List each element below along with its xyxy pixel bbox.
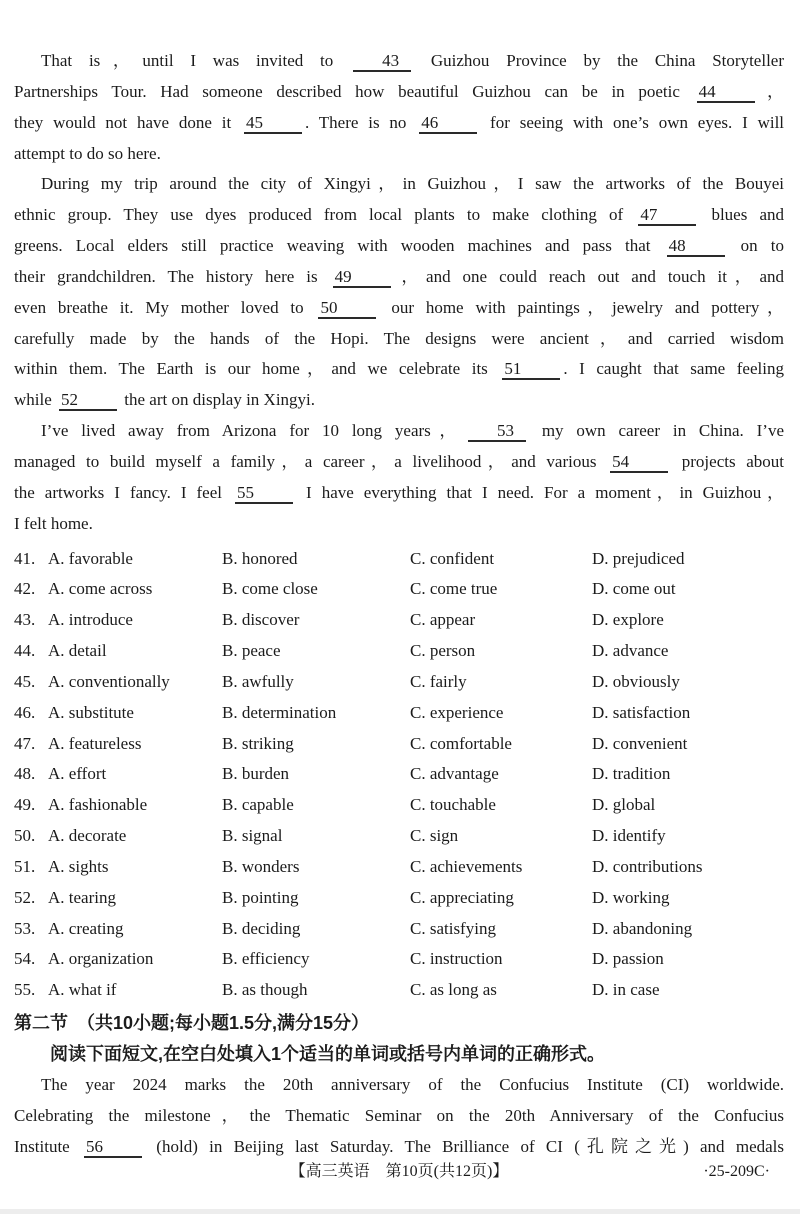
question-number: 42. [14, 579, 36, 599]
cloze-blank-55: 55 [235, 484, 293, 504]
option-c: C. sign [410, 826, 459, 846]
cloze-blank-50: 50 [318, 299, 376, 319]
passage-line: even breathe it. My mother loved to 50 our home with paintings，jewelry and pottery， [14, 297, 784, 317]
option-d: D. working [592, 887, 670, 907]
question-number: 43. [14, 610, 36, 630]
option-row [14, 883, 784, 914]
option-d: D. come out [592, 579, 676, 599]
cloze-blank-52: 52 [59, 391, 117, 411]
passage-line: I’ve lived away from Arizona for 10 long years， 53 my own career in China. I’ve [41, 421, 785, 441]
option-a: A. favorable [48, 548, 133, 568]
passage-line: Celebrating the milestone，the Thematic Seminar on the 20th Anniversary of the Confucius [14, 1105, 784, 1125]
option-c: C. person [410, 641, 476, 661]
passage-line: attempt to do so here. [14, 143, 161, 163]
option-a: A. organization [48, 949, 154, 969]
option-a: A. effort [48, 764, 107, 784]
cloze-blank-48: 48 [667, 237, 725, 257]
cloze-blank-54: 54 [610, 453, 668, 473]
cloze-blank-51: 51 [502, 360, 560, 380]
passage-line: Partnerships Tour. Had someone described how beautiful Guizhou can be in poetic 44 ， [14, 81, 785, 101]
section2-passage [14, 1070, 784, 1163]
option-c: C. as long as [410, 980, 497, 1000]
question-number: 52. [14, 887, 36, 907]
option-row [14, 574, 784, 605]
passage-line: the artworks I fancy. I feel 55 I have everything that I need. For a moment，in Guizhou， [14, 482, 784, 502]
option-row [14, 667, 784, 698]
options-table [14, 544, 784, 1007]
passage-line: they would not have done it 45 . There is no 46 for seeing with one’s own eyes. I will [14, 112, 785, 132]
option-d: D. abandoning [592, 918, 693, 938]
passage-line: The year 2024 marks the 20th anniversary of the Confucius Institute (CI) worldwide. [41, 1074, 784, 1094]
passage-line: greens. Local elders still practice weaving with wooden machines and pass that 48 on to [14, 236, 784, 256]
option-b: B. peace [222, 641, 281, 661]
section2-heading: 第二节 （共10小题;每小题1.5分,满分15分） [14, 1013, 370, 1034]
question-number: 50. [14, 826, 36, 846]
option-a: A. fashionable [48, 795, 148, 815]
passage-line: ethnic group. They use dyes produced from local plants to make clothing of 47 blues and [14, 205, 784, 225]
cloze-blank-43: 43 [353, 52, 411, 72]
option-b: B. burden [222, 764, 290, 784]
option-b: B. determination [222, 702, 337, 722]
option-d: D. advance [592, 641, 669, 661]
option-b: B. efficiency [222, 949, 310, 969]
footer-exam-code: ·25-209C· [703, 1163, 770, 1180]
question-number: 47. [14, 733, 36, 753]
question-number: 49. [14, 795, 36, 815]
option-row [14, 544, 784, 575]
option-d: D. in case [592, 980, 660, 1000]
question-number: 53. [14, 918, 36, 938]
option-d: D. convenient [592, 733, 688, 753]
option-d: D. passion [592, 949, 664, 969]
cloze-blank-46: 46 [419, 114, 477, 134]
option-row [14, 944, 784, 975]
option-b: B. pointing [222, 887, 299, 907]
passage-line: within them. The Earth is our home，and we celebrate its 51 . I caught that same feeling [14, 359, 784, 379]
option-b: B. deciding [222, 918, 301, 938]
option-b: B. striking [222, 733, 294, 753]
cloze-blank-47: 47 [638, 206, 696, 226]
cloze-blank-45: 45 [244, 114, 302, 134]
option-c: C. experience [410, 702, 504, 722]
passage-line: carefully made by the hands of the Hopi. The designs were ancient，and carried wisdom [14, 328, 784, 348]
passage-line: During my trip around the city of Xingyi，in Guizhou，I saw the artworks of the Bouyei [41, 174, 784, 194]
scan-edge-artifact [0, 1209, 800, 1214]
passage-line: their grandchildren. The history here is 49 ，and one could reach out and touch it，and [14, 266, 784, 286]
option-a: A. detail [48, 641, 107, 661]
page-footer [14, 1158, 784, 1186]
question-number: 41. [14, 548, 36, 568]
option-row [14, 852, 784, 883]
option-a: A. creating [48, 918, 124, 938]
option-row [14, 975, 784, 1006]
cloze-blank-49: 49 [333, 268, 391, 288]
option-row [14, 605, 784, 636]
cloze-blank-56: 56 [84, 1138, 142, 1158]
option-row [14, 790, 784, 821]
option-d: D. tradition [592, 764, 671, 784]
question-number: 46. [14, 702, 36, 722]
option-b: B. awfully [222, 671, 294, 691]
option-a: A. conventionally [48, 671, 170, 691]
option-a: A. what if [48, 980, 117, 1000]
option-row [14, 821, 784, 852]
option-b: B. honored [222, 548, 298, 568]
section2-instruction: 阅读下面短文,在空白处填入1个适当的单词或括号内单词的正确形式。 [50, 1044, 606, 1064]
question-number: 55. [14, 980, 36, 1000]
option-a: A. substitute [48, 702, 134, 722]
option-d: D. obviously [592, 671, 680, 691]
option-c: C. instruction [410, 949, 503, 969]
footer-page-label: 【高三英语 第10页(共12页)】 [289, 1163, 509, 1180]
option-b: B. as though [222, 980, 308, 1000]
option-c: C. touchable [410, 795, 496, 815]
option-d: D. explore [592, 610, 664, 630]
passage-line: Institute 56 (hold) in Beijing last Saturday. The Brilliance of CI (孔院之光) and medals [14, 1136, 785, 1156]
cloze-blank-44: 44 [697, 83, 755, 103]
option-a: A. introduce [48, 610, 133, 630]
option-a: A. sights [48, 856, 109, 876]
option-row [14, 759, 784, 790]
option-c: C. come true [410, 579, 498, 599]
question-number: 54. [14, 949, 36, 969]
option-row [14, 914, 784, 945]
option-d: D. prejudiced [592, 548, 685, 568]
option-d: D. global [592, 795, 656, 815]
option-c: C. fairly [410, 671, 467, 691]
option-d: D. contributions [592, 856, 703, 876]
option-d: D. identify [592, 826, 666, 846]
option-c: C. satisfying [410, 918, 496, 938]
option-c: C. confident [410, 548, 495, 568]
option-row [14, 729, 784, 760]
option-b: B. signal [222, 826, 283, 846]
question-number: 45. [14, 671, 36, 691]
option-row [14, 636, 784, 667]
option-c: C. appreciating [410, 887, 514, 907]
option-c: C. comfortable [410, 733, 512, 753]
option-c: C. advantage [410, 764, 499, 784]
option-b: B. come close [222, 579, 318, 599]
cloze-passage [14, 46, 784, 540]
option-row [14, 698, 784, 729]
option-a: A. decorate [48, 826, 127, 846]
passage-line: while 52 the art on display in Xingyi. [14, 390, 316, 410]
question-number: 48. [14, 764, 36, 784]
passage-line: managed to build myself a family，a career，a livelihood，and various 54 projects about [14, 451, 784, 471]
option-d: D. satisfaction [592, 702, 691, 722]
option-b: B. capable [222, 795, 294, 815]
option-a: A. featureless [48, 733, 142, 753]
option-b: B. wonders [222, 856, 300, 876]
option-c: C. appear [410, 610, 476, 630]
option-a: A. come across [48, 579, 153, 599]
passage-line: I felt home. [14, 513, 93, 533]
option-a: A. tearing [48, 887, 116, 907]
option-c: C. achievements [410, 856, 523, 876]
question-number: 51. [14, 856, 36, 876]
question-number: 44. [14, 641, 36, 661]
passage-line: That is，until I was invited to 43 Guizhou Province by the China Storyteller [41, 51, 784, 70]
cloze-blank-53: 53 [468, 422, 526, 442]
option-b: B. discover [222, 610, 300, 630]
